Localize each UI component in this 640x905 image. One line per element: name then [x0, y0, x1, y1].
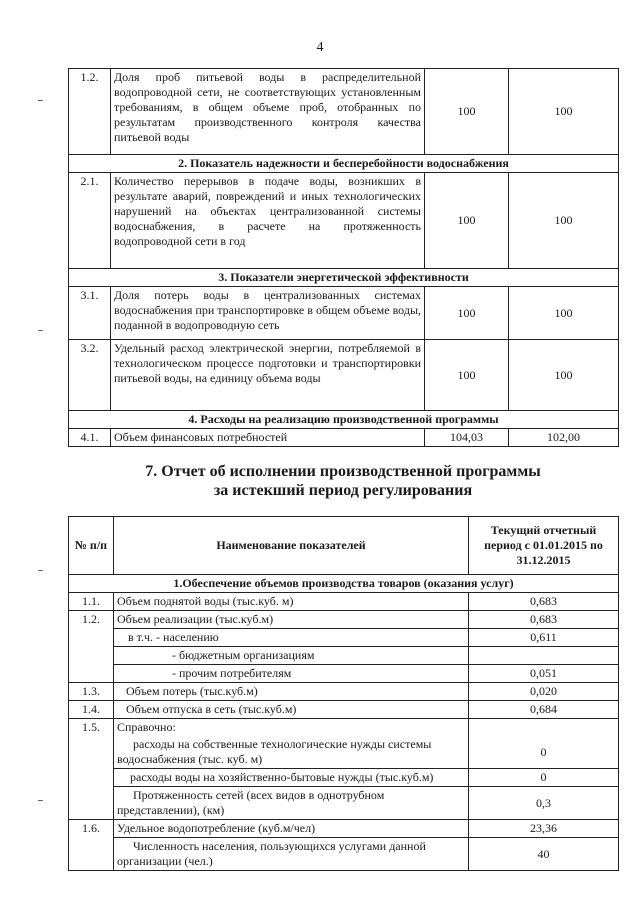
row-number	[69, 629, 114, 647]
table-row	[69, 429, 619, 447]
row-name: в т.ч. - населению	[114, 629, 469, 647]
row-value: 0,3	[469, 787, 619, 820]
indicator-value-1: 100	[425, 69, 509, 155]
section-title: 2. Показатель надежности и бесперебойности водоснабжения	[69, 155, 619, 173]
table-row	[69, 69, 619, 155]
header-num: № п/п	[69, 517, 114, 575]
row-value: 40	[469, 838, 619, 871]
table-row	[69, 287, 619, 340]
header-name: Наименование показателей	[114, 517, 469, 575]
scan-mark	[38, 570, 43, 571]
table-row	[69, 593, 619, 611]
section-title: 3. Показатели энергетической эффективности	[69, 269, 619, 287]
row-number	[69, 838, 114, 871]
indicator-value-2: 100	[509, 287, 619, 340]
table-row	[69, 820, 619, 838]
table-row	[69, 736, 619, 769]
row-name: Объем потерь (тыс.куб.м)	[114, 683, 469, 701]
row-value: 0	[469, 736, 619, 769]
row-value: 0,051	[469, 665, 619, 683]
section-title: 1.Обеспечение объемов производства товаров (оказания услуг)	[69, 575, 619, 593]
indicator-name: Количество перерывов в подаче воды, возникших в результате аварий, повреждений и иных технологических нарушений на объектах централизованной системы водоснабжения, в расчете на протяженность водопроводной сети в год	[111, 173, 425, 269]
report-table	[68, 516, 619, 871]
scan-mark	[38, 800, 43, 801]
table-row	[69, 629, 619, 647]
table-row	[69, 787, 619, 820]
section-row	[69, 575, 619, 593]
indicator-name: Доля проб питьевой воды в распределительной водопроводной сети, не соответствующих установленным требованиям, в общем объеме проб, отобранных по результатам производственного контроля качества питьевой воды	[111, 69, 425, 155]
row-number	[69, 647, 114, 665]
row-value: 0,684	[469, 701, 619, 719]
row-number: 1.2.	[69, 69, 111, 155]
table-row	[69, 701, 619, 719]
row-value: 0,020	[469, 683, 619, 701]
table-row	[69, 340, 619, 411]
row-number: 1.5.	[69, 719, 114, 737]
row-name: Объем отпуска в сеть (тыс.куб.м)	[114, 701, 469, 719]
row-name: Протяженность сетей (всех видов в однотрубном представлении), (км)	[114, 787, 469, 820]
section-7-title-line-1: 7. Отчет об исполнении производственной программы	[145, 463, 541, 480]
row-number	[69, 736, 114, 769]
row-number	[69, 665, 114, 683]
row-value	[469, 647, 619, 665]
scan-mark	[38, 100, 43, 101]
row-number	[69, 787, 114, 820]
table-row	[69, 838, 619, 871]
row-name: Численность населения, пользующихся услугами данной организации (чел.)	[114, 838, 469, 871]
section-row	[69, 155, 619, 173]
row-number: 1.4.	[69, 701, 114, 719]
row-name: Объем реализации (тыс.куб.м)	[114, 611, 469, 629]
row-number	[69, 769, 114, 787]
indicators-table	[68, 68, 619, 447]
indicator-value-1: 100	[425, 173, 509, 269]
page-number: 4	[316, 40, 324, 55]
table-row	[69, 611, 619, 629]
section-title: 4. Расходы на реализацию производственной программы	[69, 411, 619, 429]
row-value	[469, 719, 619, 737]
indicator-value-2: 100	[509, 173, 619, 269]
indicator-value-1: 100	[425, 340, 509, 411]
row-name: - бюджетным организациям	[114, 647, 469, 665]
row-value: 23,36	[469, 820, 619, 838]
indicator-value-1: 104,03	[425, 429, 509, 447]
row-name: Справочно:	[114, 719, 469, 737]
row-name: расходы на собственные технологические нужды системы водоснабжения (тыс. куб. м)	[114, 736, 469, 769]
row-number: 2.1.	[69, 173, 111, 269]
row-number: 3.2.	[69, 340, 111, 411]
section-row	[69, 269, 619, 287]
row-name: расходы воды на хозяйственно-бытовые нужды (тыс.куб.м)	[114, 769, 469, 787]
indicator-name: Доля потерь воды в централизованных системах водоснабжения при транспортировке в общем объеме воды, поданной в водопроводную сеть	[111, 287, 425, 340]
indicator-value-2: 100	[509, 340, 619, 411]
row-number: 1.1.	[69, 593, 114, 611]
row-value: 0,683	[469, 611, 619, 629]
scan-mark	[38, 330, 43, 331]
section-7-title-line-2: за истекший период регулирования	[213, 482, 473, 499]
table-row	[69, 665, 619, 683]
table-row	[69, 647, 619, 665]
indicator-value-2: 100	[509, 69, 619, 155]
row-number: 1.3.	[69, 683, 114, 701]
table-row	[69, 173, 619, 269]
row-name: - прочим потребителям	[114, 665, 469, 683]
row-value: 0,611	[469, 629, 619, 647]
indicator-value-1: 100	[425, 287, 509, 340]
header-period: Текущий отчетный период с 01.01.2015 по 31.12.2015	[469, 517, 619, 575]
row-number: 1.6.	[69, 820, 114, 838]
table-row	[69, 719, 619, 737]
row-name: Удельное водопотребление (куб.м/чел)	[114, 820, 469, 838]
row-name: Объем поднятой воды (тыс.куб. м)	[114, 593, 469, 611]
section-row	[69, 411, 619, 429]
row-number: 3.1.	[69, 287, 111, 340]
indicator-name: Удельный расход электрической энергии, потребляемой в технологическом процессе подготовки и транспортировки питьевой воды, на единицу объема воды	[111, 340, 425, 411]
row-number: 1.2.	[69, 611, 114, 629]
header-row	[69, 517, 619, 575]
row-number: 4.1.	[69, 429, 111, 447]
table-row	[69, 683, 619, 701]
row-value: 0	[469, 769, 619, 787]
indicator-name: Объем финансовых потребностей	[111, 429, 425, 447]
section-7-title	[68, 462, 618, 500]
indicator-value-2: 102,00	[509, 429, 619, 447]
row-value: 0,683	[469, 593, 619, 611]
table-row	[69, 769, 619, 787]
